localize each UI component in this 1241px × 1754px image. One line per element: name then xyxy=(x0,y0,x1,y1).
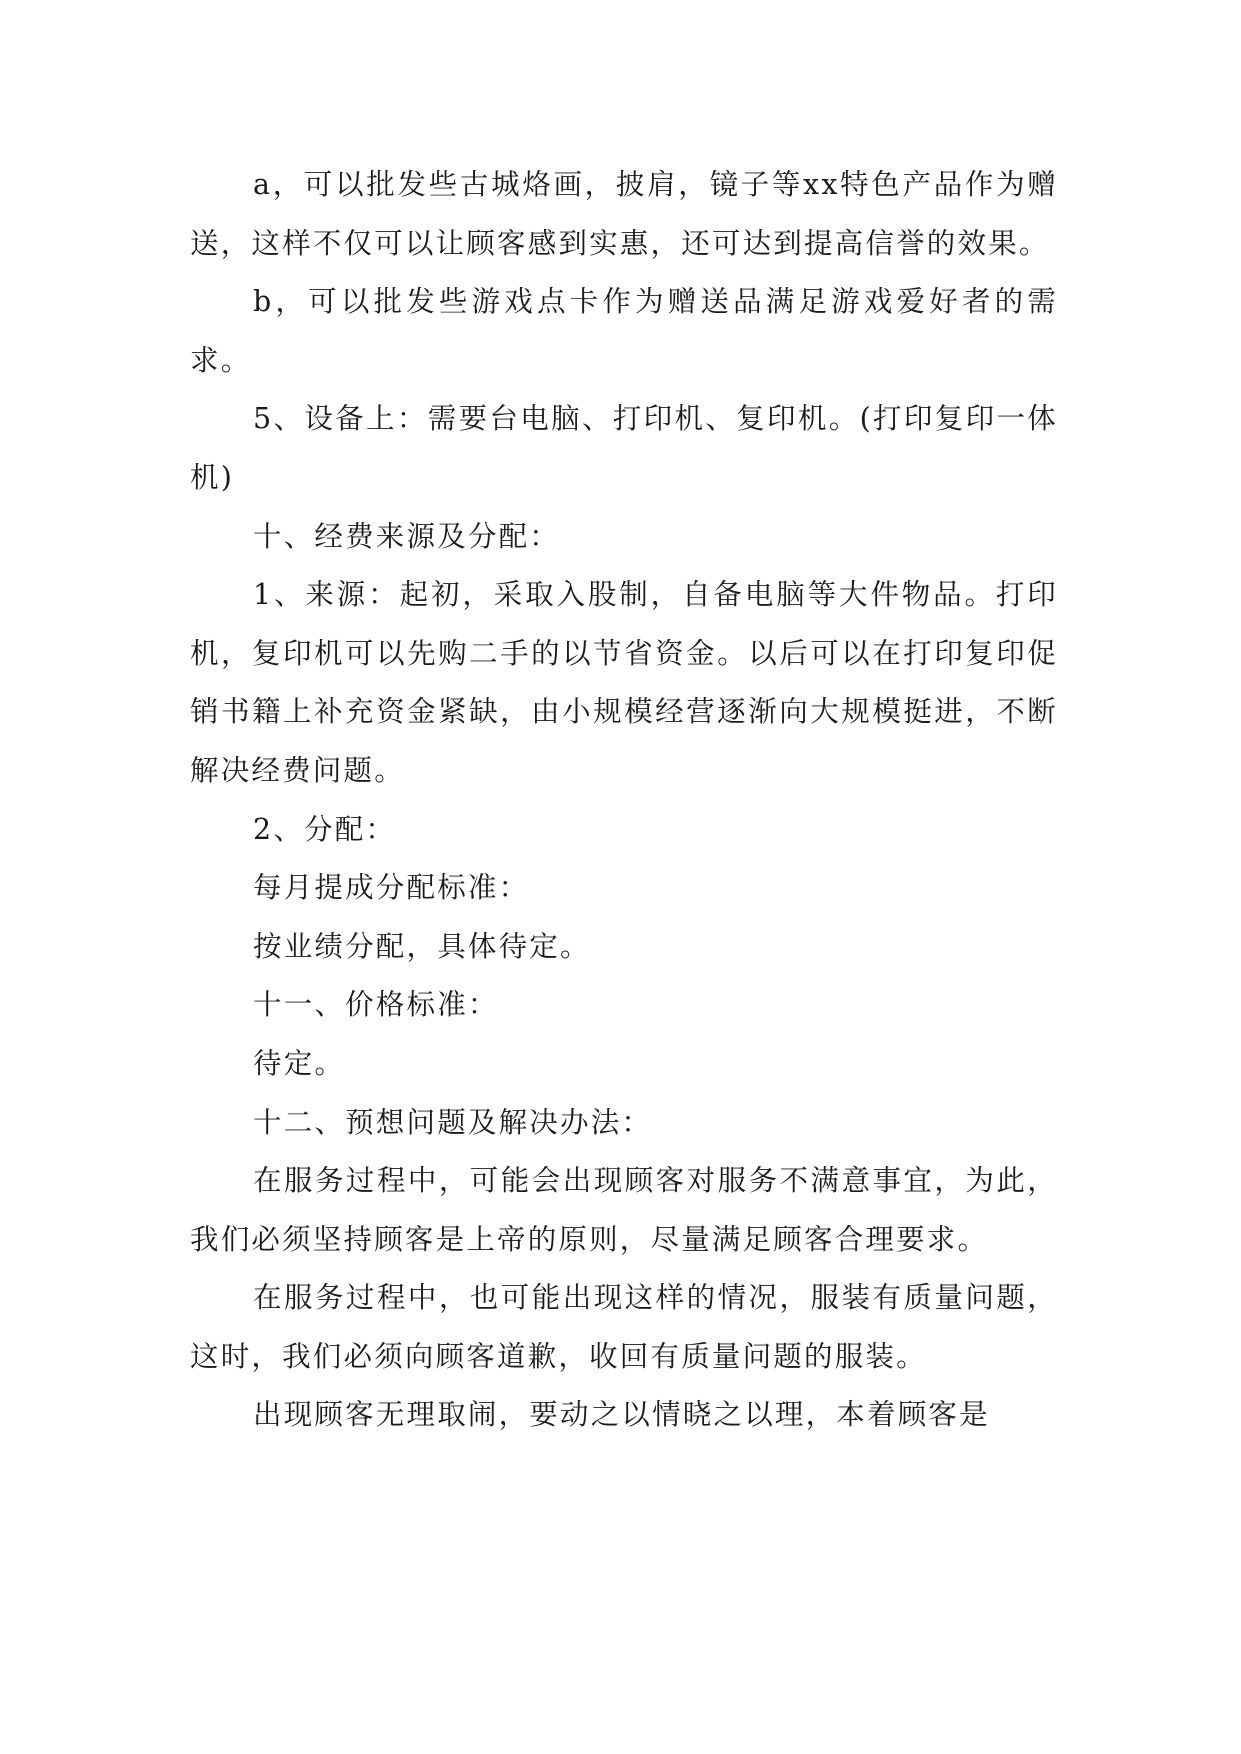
paragraph-gift-a: a，可以批发些古城烙画，披肩，镜子等xx特色产品作为赠送，这样不仅可以让顾客感到实惠，还可达到提高信誉的效果。 xyxy=(190,168,1058,260)
paragraph-service-dissatisfaction: 在服务过程中，可能会出现顾客对服务不满意事宜，为此，我们必须坚持顾客是上帝的原则，尽量满足顾客合理要求。 xyxy=(190,1164,1058,1256)
paragraph-gift-b: b，可以批发些游戏点卡作为赠送品满足游戏爱好者的需求。 xyxy=(190,285,1058,377)
paragraph-performance-allocation: 按业绩分配，具体待定。 xyxy=(253,929,591,963)
paragraph-equipment: 5、设备上：需要台电脑、打印机、复印机。(打印复印一体机) xyxy=(190,402,1058,494)
heading-problems-solutions: 十二、预想问题及解决办法： xyxy=(253,1105,653,1139)
paragraph-unreasonable-customer: 出现顾客无理取闹，要动之以情晓之以理，本着顾客是 xyxy=(253,1398,990,1432)
paragraph-funding-source: 1、来源：起初，采取入股制，自备电脑等大件物品。打印机，复印机可以先购二手的以节省资金。以后可以在打印复印促销书籍上补充资金紧缺，由小规模经营逐渐向大规模挺进，不断解决经费问题。 xyxy=(190,578,1058,787)
heading-allocation: 2、分配： xyxy=(253,812,397,846)
paragraph-price-tbd: 待定。 xyxy=(253,1046,346,1080)
document-page xyxy=(190,156,1058,1445)
paragraph-quality-issue: 在服务过程中，也可能出现这样的情况，服装有质量问题，这时，我们必须向顾客道歉，收回有质量问题的服装。 xyxy=(190,1281,1058,1373)
heading-funding: 十、经费来源及分配： xyxy=(253,519,561,553)
heading-price-standard: 十一、价格标准： xyxy=(253,988,499,1022)
paragraph-commission-standard: 每月提成分配标准： xyxy=(253,871,530,905)
